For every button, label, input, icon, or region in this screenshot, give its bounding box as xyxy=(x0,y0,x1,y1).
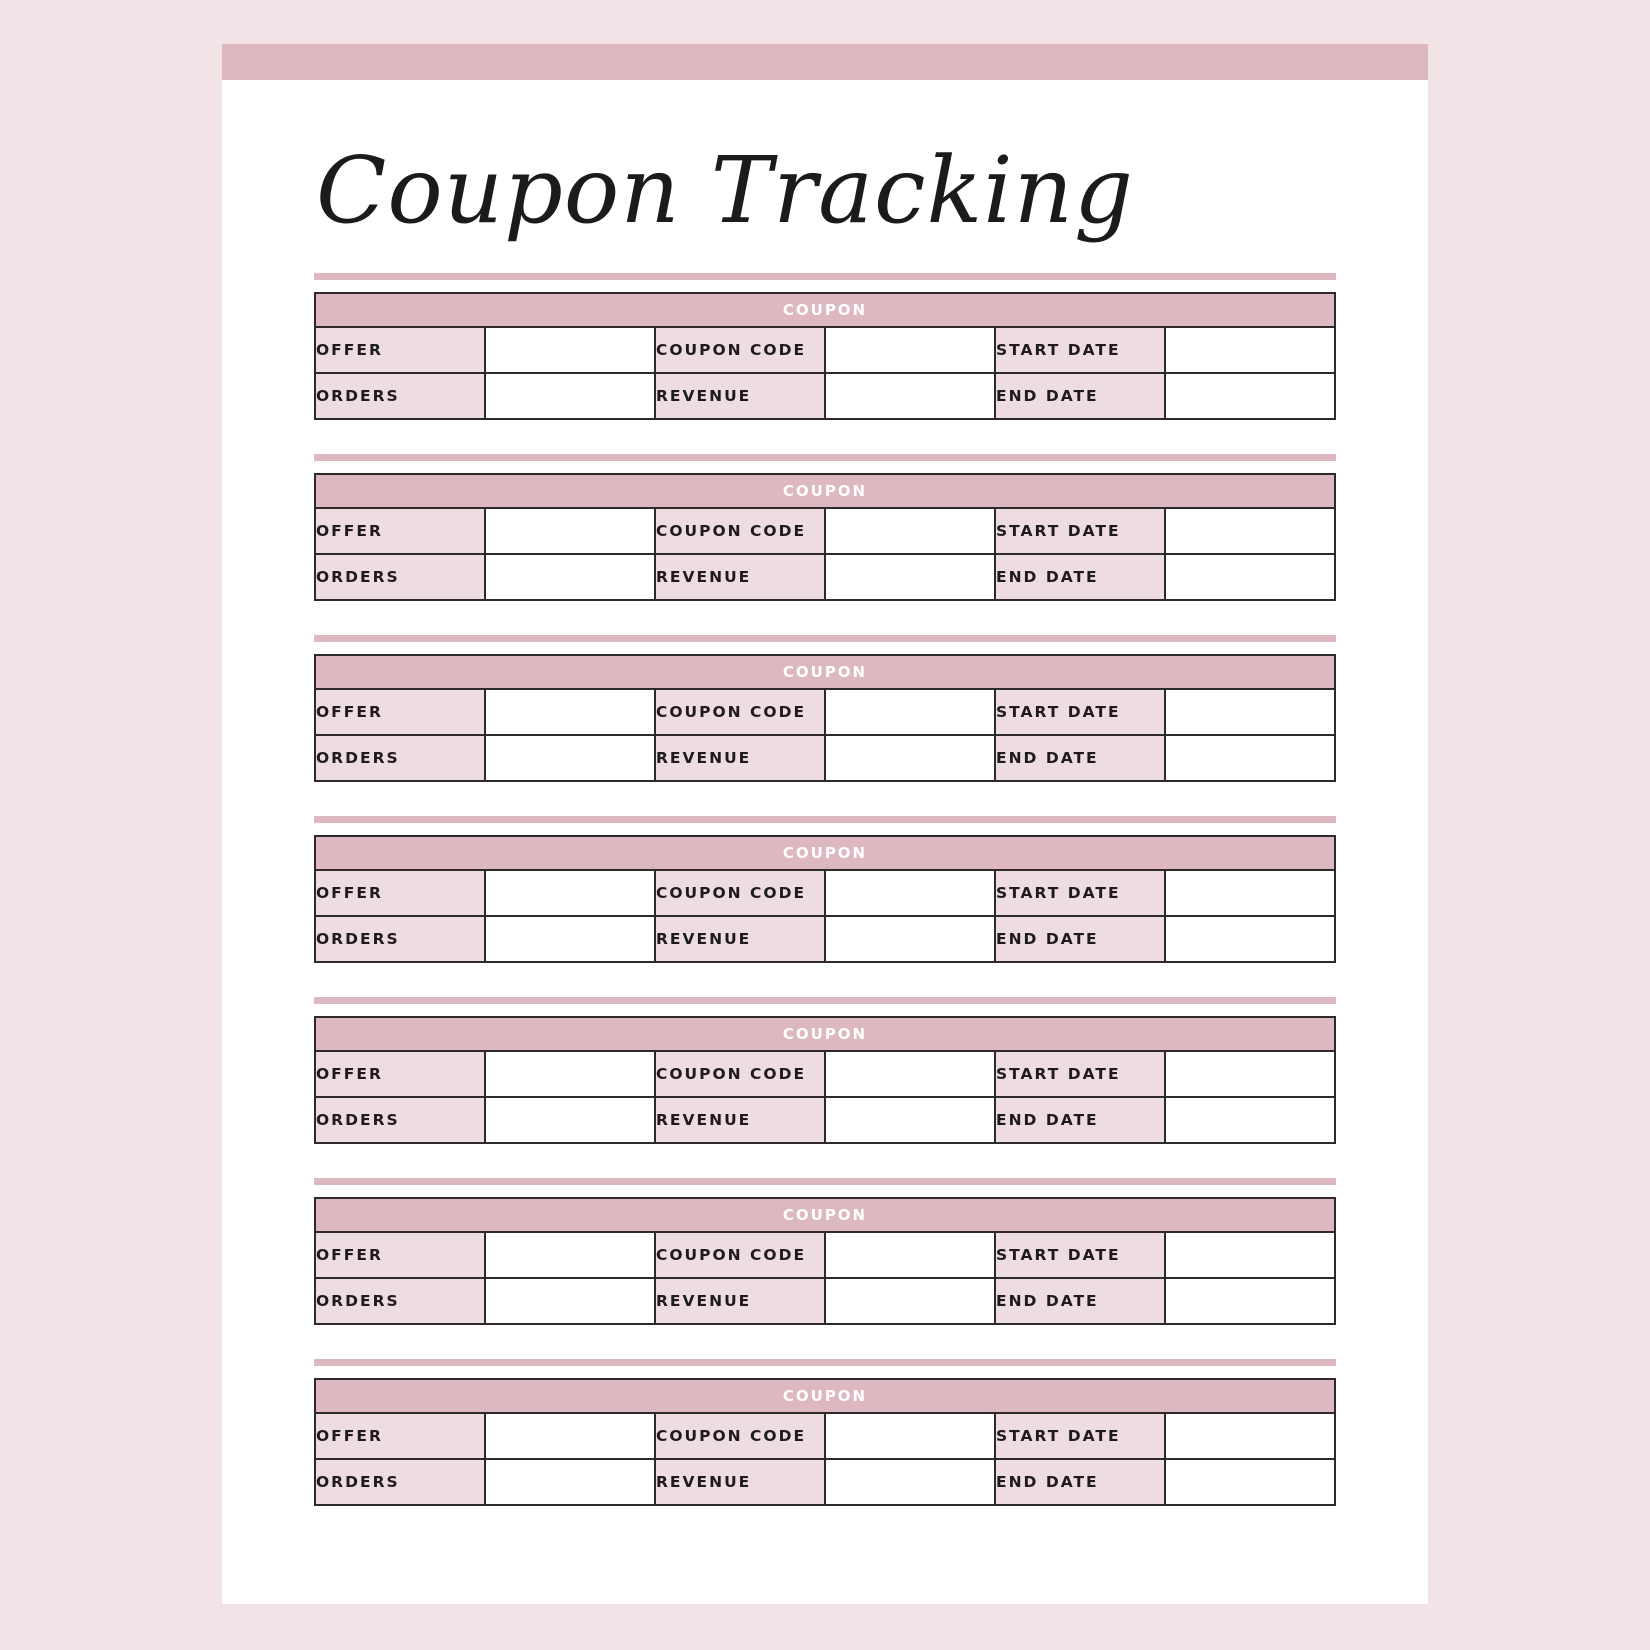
revenue-field[interactable] xyxy=(825,735,995,781)
end-date-field[interactable] xyxy=(1165,373,1335,419)
end-date-field[interactable] xyxy=(1165,916,1335,962)
end-date-field[interactable] xyxy=(1165,554,1335,600)
offer-label: OFFER xyxy=(315,1413,485,1459)
orders-label: ORDERS xyxy=(315,1097,485,1143)
orders-label: ORDERS xyxy=(315,1459,485,1505)
coupon-code-label: COUPON CODE xyxy=(655,327,825,373)
offer-field[interactable] xyxy=(485,1232,655,1278)
page-title: Coupon Tracking xyxy=(316,137,1134,244)
revenue-field[interactable] xyxy=(825,916,995,962)
coupon-header: COUPON xyxy=(315,655,1335,689)
revenue-label: REVENUE xyxy=(655,1278,825,1324)
orders-label: ORDERS xyxy=(315,916,485,962)
coupon-block xyxy=(314,816,1336,963)
coupon-header: COUPON xyxy=(315,474,1335,508)
start-date-field[interactable] xyxy=(1165,508,1335,554)
coupon-block xyxy=(314,635,1336,782)
end-date-field[interactable] xyxy=(1165,1278,1335,1324)
revenue-label: REVENUE xyxy=(655,1097,825,1143)
orders-field[interactable] xyxy=(485,916,655,962)
end-date-field[interactable] xyxy=(1165,1097,1335,1143)
offer-label: OFFER xyxy=(315,508,485,554)
coupon-code-label: COUPON CODE xyxy=(655,1051,825,1097)
coupon-table xyxy=(314,1016,1336,1144)
orders-field[interactable] xyxy=(485,1459,655,1505)
start-date-field[interactable] xyxy=(1165,1413,1335,1459)
start-date-label: START DATE xyxy=(995,327,1165,373)
start-date-label: START DATE xyxy=(995,508,1165,554)
coupon-header: COUPON xyxy=(315,1017,1335,1051)
start-date-label: START DATE xyxy=(995,1051,1165,1097)
section-divider xyxy=(314,1359,1336,1366)
start-date-label: START DATE xyxy=(995,870,1165,916)
coupon-table xyxy=(314,654,1336,782)
coupon-table xyxy=(314,1197,1336,1325)
orders-field[interactable] xyxy=(485,1278,655,1324)
coupon-block xyxy=(314,1178,1336,1325)
end-date-label: END DATE xyxy=(995,1097,1165,1143)
coupon-code-label: COUPON CODE xyxy=(655,1232,825,1278)
coupon-code-field[interactable] xyxy=(825,870,995,916)
orders-field[interactable] xyxy=(485,1097,655,1143)
coupon-code-label: COUPON CODE xyxy=(655,508,825,554)
start-date-label: START DATE xyxy=(995,1232,1165,1278)
top-band xyxy=(222,44,1428,80)
revenue-field[interactable] xyxy=(825,1278,995,1324)
coupon-table xyxy=(314,292,1336,420)
end-date-field[interactable] xyxy=(1165,735,1335,781)
offer-label: OFFER xyxy=(315,1232,485,1278)
revenue-label: REVENUE xyxy=(655,735,825,781)
coupon-table xyxy=(314,473,1336,601)
coupon-block xyxy=(314,273,1336,420)
start-date-field[interactable] xyxy=(1165,689,1335,735)
orders-label: ORDERS xyxy=(315,1278,485,1324)
revenue-label: REVENUE xyxy=(655,554,825,600)
end-date-label: END DATE xyxy=(995,916,1165,962)
end-date-label: END DATE xyxy=(995,554,1165,600)
offer-label: OFFER xyxy=(315,689,485,735)
coupon-code-field[interactable] xyxy=(825,1051,995,1097)
coupon-block xyxy=(314,997,1336,1144)
section-divider xyxy=(314,1178,1336,1185)
offer-field[interactable] xyxy=(485,870,655,916)
offer-field[interactable] xyxy=(485,1051,655,1097)
coupon-header: COUPON xyxy=(315,293,1335,327)
section-divider xyxy=(314,454,1336,461)
coupon-header: COUPON xyxy=(315,1379,1335,1413)
revenue-field[interactable] xyxy=(825,1097,995,1143)
orders-label: ORDERS xyxy=(315,554,485,600)
coupon-table xyxy=(314,835,1336,963)
orders-label: ORDERS xyxy=(315,735,485,781)
section-divider xyxy=(314,635,1336,642)
offer-field[interactable] xyxy=(485,327,655,373)
start-date-label: START DATE xyxy=(995,689,1165,735)
end-date-label: END DATE xyxy=(995,735,1165,781)
offer-label: OFFER xyxy=(315,1051,485,1097)
coupon-code-field[interactable] xyxy=(825,327,995,373)
coupon-block xyxy=(314,1359,1336,1506)
coupon-header: COUPON xyxy=(315,1198,1335,1232)
coupon-code-label: COUPON CODE xyxy=(655,689,825,735)
revenue-field[interactable] xyxy=(825,1459,995,1505)
start-date-field[interactable] xyxy=(1165,1051,1335,1097)
revenue-label: REVENUE xyxy=(655,916,825,962)
revenue-field[interactable] xyxy=(825,554,995,600)
section-divider xyxy=(314,816,1336,823)
start-date-field[interactable] xyxy=(1165,870,1335,916)
coupon-table xyxy=(314,1378,1336,1506)
start-date-field[interactable] xyxy=(1165,327,1335,373)
orders-field[interactable] xyxy=(485,554,655,600)
end-date-label: END DATE xyxy=(995,373,1165,419)
offer-label: OFFER xyxy=(315,327,485,373)
orders-field[interactable] xyxy=(485,373,655,419)
start-date-field[interactable] xyxy=(1165,1232,1335,1278)
coupon-code-field[interactable] xyxy=(825,1232,995,1278)
offer-field[interactable] xyxy=(485,1413,655,1459)
offer-field[interactable] xyxy=(485,508,655,554)
end-date-label: END DATE xyxy=(995,1459,1165,1505)
revenue-label: REVENUE xyxy=(655,1459,825,1505)
end-date-field[interactable] xyxy=(1165,1459,1335,1505)
revenue-label: REVENUE xyxy=(655,373,825,419)
end-date-label: END DATE xyxy=(995,1278,1165,1324)
revenue-field[interactable] xyxy=(825,373,995,419)
planner-page xyxy=(222,44,1428,1604)
section-divider xyxy=(314,273,1336,280)
coupon-header: COUPON xyxy=(315,836,1335,870)
offer-field[interactable] xyxy=(485,689,655,735)
coupon-code-field[interactable] xyxy=(825,689,995,735)
coupon-code-label: COUPON CODE xyxy=(655,870,825,916)
coupon-code-field[interactable] xyxy=(825,508,995,554)
coupon-block xyxy=(314,454,1336,601)
coupon-code-field[interactable] xyxy=(825,1413,995,1459)
start-date-label: START DATE xyxy=(995,1413,1165,1459)
orders-field[interactable] xyxy=(485,735,655,781)
coupon-code-label: COUPON CODE xyxy=(655,1413,825,1459)
section-divider xyxy=(314,997,1336,1004)
offer-label: OFFER xyxy=(315,870,485,916)
orders-label: ORDERS xyxy=(315,373,485,419)
